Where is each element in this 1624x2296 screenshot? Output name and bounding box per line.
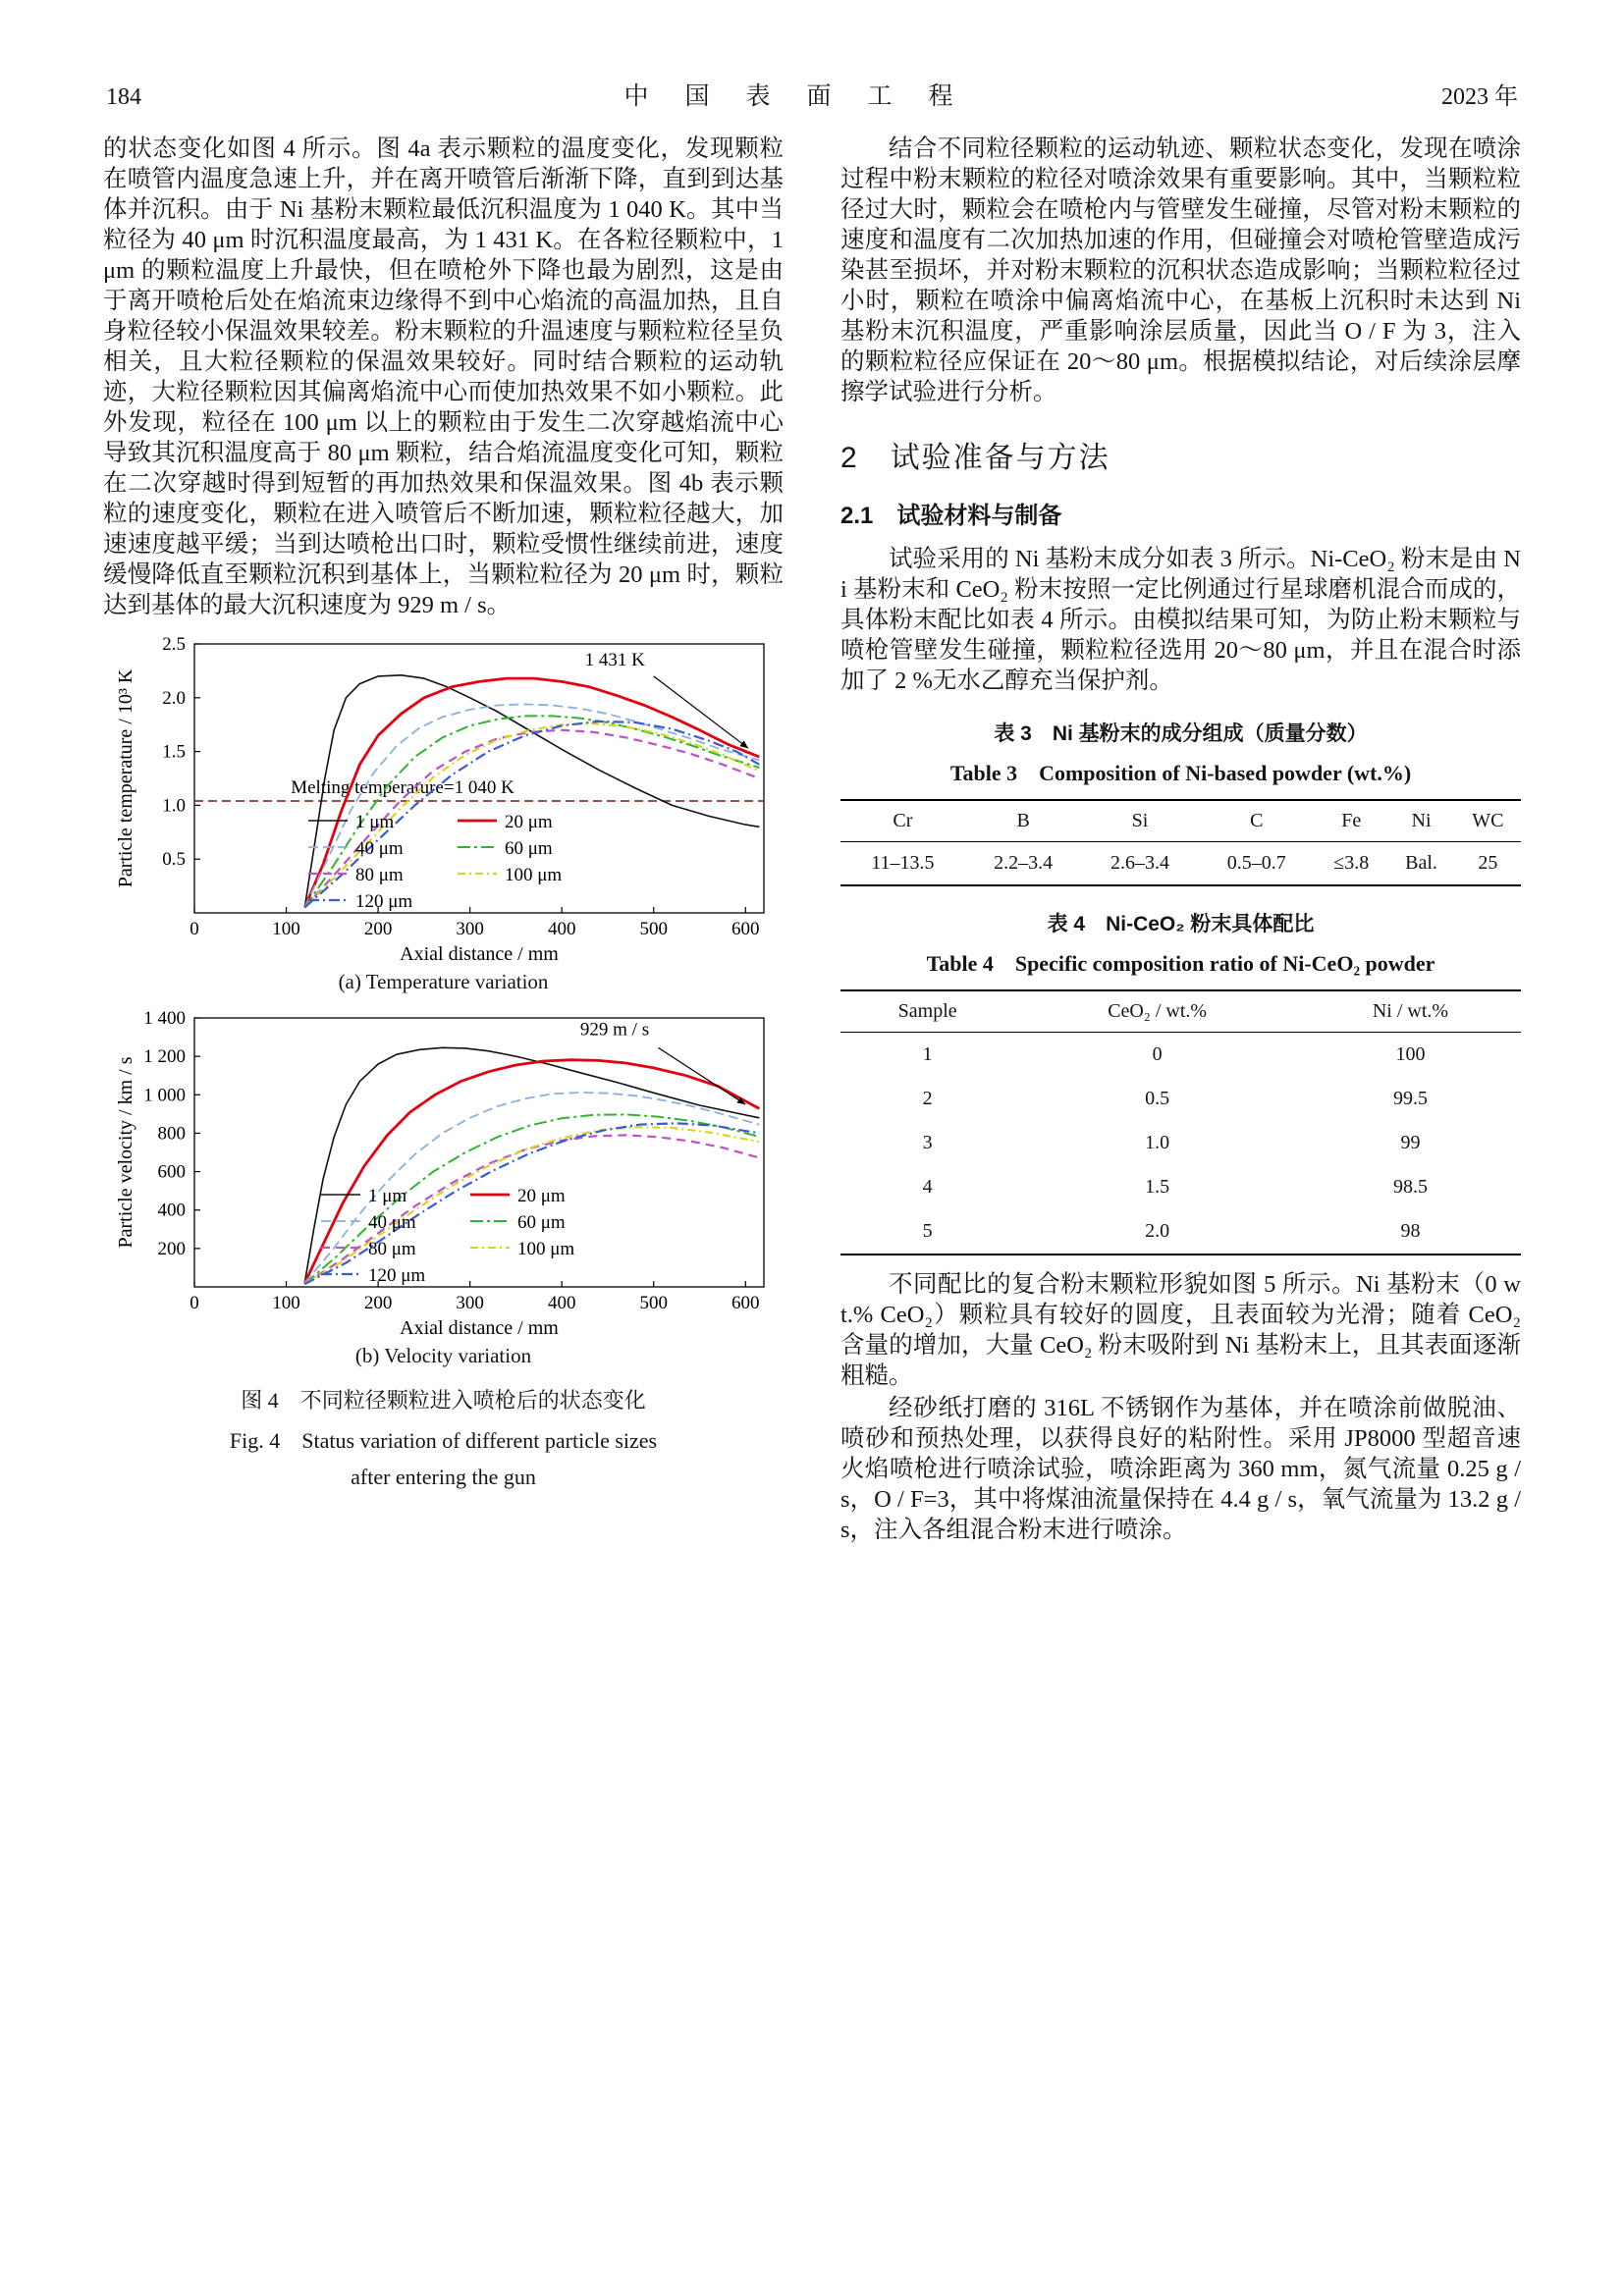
subfigure-b-caption: (b) Velocity variation [354, 1344, 532, 1367]
journal-title: 中 国 表 面 工 程 [623, 83, 959, 110]
legend-label: 40 μm [354, 838, 404, 859]
body-paragraph: 的状态变化如图 4 所示。图 4a 表示颗粒的温度变化，发现颗粒在喷管内温度急速上升，并在离开喷管后渐渐下降，直到到达基体并沉积。由于 Ni 基粉末颗粒最低沉积温度为 1 040 K。其中当粒径为 40 μm 时沉积温度最高，为 1 431 K。在各粒径颗粒中，1 μm 的颗粒温度上升最快，但在喷枪外下降也最为剧烈，这是由于离开喷枪后处在焰流束边缘得不到中心焰流的高温加热，且自身粒径较小保温效果较差。粉末颗粒的升温速度与颗粒粒径呈负相关，且大粒径颗粒的保温效果较好。同时结合颗粒的运动轨迹，大粒径颗粒因其偏离焰流中心而使加热效果不如小颗粒。此外发现，粒径在 100 μm 以上的颗粒由于发生二次穿越焰流中心导致其沉积温度高于 80 μm 颗粒，结合焰流温度变化可知，颗粒在二次穿越时得到短暂的再加热效果和保温效果。图 4b 表示颗粒的速度变化，颗粒在进入喷管后不断加速，颗粒粒径越大，加速速度越平缓；当到达喷枪出口时，颗粒受惯性继续前进，速度缓慢降低直至颗粒沉积到基体上，当颗粒粒径为 20 μm 时，颗粒达到基体的最大沉积速度为 929 m / s。 [103, 135, 784, 618]
y-tick-label: 600 [157, 1161, 186, 1183]
table-cell: 99 [1400, 1132, 1421, 1153]
legend-label: 20 μm [504, 812, 553, 832]
figure-4-caption [103, 1384, 784, 1490]
x-tick-label: 500 [638, 1293, 668, 1313]
section-2-heading: 2 试验准备与方法 [840, 442, 1110, 474]
table-cell: Sample [840, 990, 1014, 1033]
table-cell: 98 [1400, 1220, 1421, 1242]
y-tick-label: 1 000 [142, 1085, 186, 1106]
x-tick-label: 0 [189, 919, 199, 939]
x-tick-label: 300 [455, 919, 484, 939]
annotation-label: 1 431 K [584, 649, 645, 670]
figure-4 [103, 634, 784, 1490]
table-cell: 3 [922, 1132, 933, 1153]
velocity-chart-block [110, 1008, 778, 1368]
annotation-arrow [658, 1047, 745, 1104]
table-cell: 0 [1152, 1043, 1163, 1065]
y-tick-label: 200 [157, 1238, 186, 1259]
legend-label: 100 μm [516, 1239, 574, 1259]
body-paragraph: 经砂纸打磨的 316L 不锈钢作为基体，并在喷涂前做脱油、喷砂和预热处理，以获得良好的粘附性。采用 JP8000 型超音速火焰喷枪进行喷涂试验，喷涂距离为 360 mm，氮气流量 0.25 g / s，O / F=3，其中将煤油流量保持在 4.4 g / s，氧气流量为 13.2 g / s，注入各组混合粉末进行喷涂。 [840, 1395, 1521, 1543]
table-cell: Ni [1387, 800, 1454, 842]
table-cell: Ni / wt.% [1300, 990, 1521, 1033]
table-4-caption-cn: 表 4 Ni-CeO₂ 粉末具体配比 [1047, 913, 1315, 935]
figure-caption-cn: 图 4 不同粒径颗粒进入喷枪后的状态变化 [241, 1388, 646, 1413]
velocity-chart [110, 1008, 778, 1342]
x-tick-label: 600 [731, 1293, 760, 1313]
melting-temperature-label: Melting temperature=1 040 K [290, 777, 514, 799]
legend-label: 60 μm [504, 838, 553, 859]
y-axis-label: Particle velocity / km / s [114, 1056, 136, 1249]
table-cell: C [1198, 800, 1315, 842]
x-tick-label: 300 [455, 1293, 484, 1313]
y-tick-label: 1.5 [161, 741, 186, 763]
annotation-label: 929 m / s [579, 1019, 649, 1041]
x-tick-label: 500 [638, 919, 668, 939]
table-row [840, 1165, 1521, 1209]
two-column-body [103, 133, 1521, 1547]
table-cell: ≤3.8 [1333, 852, 1370, 874]
body-paragraph: 不同配比的复合粉末颗粒形貌如图 5 所示。Ni 基粉末（0 wt.% CeO₂）颗粒具有较好的圆度，且表面较为光滑；随着 CeO₂ 含量的增加，大量 CeO₂ 粉末吸附到 Ni 基粉末上，且其表面逐渐粗糙。 [840, 1271, 1521, 1389]
table-cell: Fe [1315, 800, 1387, 842]
plot-frame [194, 1018, 764, 1287]
legend-label: 80 μm [367, 1239, 416, 1259]
y-tick-label: 1.0 [161, 795, 186, 817]
table-cell: 99.5 [1392, 1088, 1428, 1109]
series-line [304, 1135, 759, 1284]
table-cell: 1.0 [1145, 1132, 1170, 1153]
table-4 [840, 989, 1521, 1255]
legend-label: 1 μm [354, 812, 394, 832]
table-cell: 98.5 [1392, 1176, 1428, 1198]
x-tick-label: 400 [547, 919, 575, 939]
table-row [840, 1209, 1521, 1255]
figure-caption-en-line2: after entering the gun [351, 1465, 536, 1489]
page-header [106, 77, 1518, 112]
table-3-caption-en: Table 3 Composition of Ni-based powder (wt.%) [949, 761, 1412, 785]
table-cell: Cr [840, 800, 965, 842]
table-cell: 2.2–3.4 [994, 852, 1054, 874]
table-row [840, 842, 1521, 886]
x-tick-label: 400 [547, 1293, 575, 1313]
table-row [840, 1077, 1521, 1121]
x-axis-label: Axial distance / mm [399, 943, 559, 965]
table-cell: 11–13.5 [871, 852, 935, 874]
table-header-row [840, 800, 1521, 842]
table-cell: Si [1082, 800, 1199, 842]
x-tick-label: 200 [363, 919, 392, 939]
figure-caption-en-line1: Fig. 4 Status variation of different particle sizes [229, 1428, 658, 1453]
x-tick-label: 0 [189, 1293, 199, 1313]
y-tick-label: 1 400 [142, 1008, 186, 1029]
table-cell: 5 [922, 1220, 933, 1242]
temperature-chart [110, 634, 778, 968]
table-cell: 25 [1478, 852, 1498, 874]
left-column [103, 133, 784, 1547]
x-tick-label: 200 [363, 1293, 392, 1313]
table-3-caption-cn: 表 3 Ni 基粉末的成分组成（质量分数） [994, 722, 1368, 745]
table-header-row [840, 990, 1521, 1033]
table-cell: CeO₂ / wt.% [1014, 990, 1300, 1033]
y-tick-label: 800 [157, 1123, 186, 1145]
legend-label: 100 μm [504, 865, 562, 885]
table-cell: 1 [922, 1043, 933, 1065]
y-tick-label: 2.5 [161, 634, 186, 655]
x-tick-label: 100 [271, 919, 300, 939]
table-cell: 0.5 [1145, 1088, 1170, 1109]
table-cell: 2.6–3.4 [1110, 852, 1169, 874]
y-tick-label: 400 [157, 1200, 186, 1221]
table-cell: 100 [1395, 1043, 1426, 1065]
subfigure-a-caption: (a) Temperature variation [338, 970, 549, 993]
legend-label: 80 μm [354, 865, 404, 885]
legend-label: 40 μm [367, 1212, 416, 1233]
y-axis-label: Particle temperature / 10³ K [114, 668, 136, 888]
table-4-caption-en: Table 4 Specific composition ratio of Ni-CeO₂ powder [926, 951, 1435, 976]
table-cell: WC [1455, 800, 1521, 842]
right-column [840, 133, 1521, 1547]
body-paragraph: 试验采用的 Ni 基粉末成分如表 3 所示。Ni-CeO₂ 粉末是由 Ni 基粉末和 CeO₂ 粉末按照一定比例通过行星球磨机混合而成的，具体粉末配比如表 4 所示。由模拟结果可知，为防止粉末颗粒与喷枪管壁发生碰撞，颗粒粒径选用 20～80 μm，并且在混合时添加了 2 %无水乙醇充当保护剂。 [840, 546, 1521, 694]
table-row [840, 1121, 1521, 1165]
table-cell: 1.5 [1145, 1176, 1170, 1198]
table-cell: 4 [922, 1176, 933, 1198]
body-paragraph: 结合不同粒径颗粒的运动轨迹、颗粒状态变化，发现在喷涂过程中粉末颗粒的粒径对喷涂效果有重要影响。其中，当颗粒粒径过大时，颗粒会在喷枪内与管壁发生碰撞，尽管对粉末颗粒的速度和温度有二次加热加速的作用，但碰撞会对喷枪管壁造成污染甚至损坏，并对粉末颗粒的沉积状态造成影响；当颗粒粒径过小时，颗粒在喷涂中偏离焰流中心，在基板上沉积时未达到 Ni 基粉末沉积温度，严重影响涂层质量，因此当 O / F 为 3，注入的颗粒粒径应保证在 20～80 μm。根据模拟结论，对后续涂层摩擦学试验进行分析。 [840, 135, 1521, 405]
page-number: 184 [106, 84, 141, 110]
x-tick-label: 100 [271, 1293, 300, 1313]
x-tick-label: 600 [731, 919, 760, 939]
table-cell: 0.5–0.7 [1226, 852, 1286, 874]
table-cell: 2 [922, 1088, 933, 1109]
table-cell: B [965, 800, 1082, 842]
table-cell: Bal. [1405, 852, 1437, 874]
table-row [840, 1033, 1521, 1078]
table-3 [840, 799, 1521, 886]
legend-label: 20 μm [516, 1186, 566, 1206]
legend-label: 1 μm [367, 1186, 406, 1206]
table-cell: 2.0 [1145, 1220, 1170, 1242]
legend-label: 120 μm [354, 891, 412, 912]
temperature-chart-block [110, 634, 778, 994]
y-tick-label: 1 200 [142, 1046, 186, 1068]
section-2-1-heading: 2.1 试验材料与制备 [840, 503, 1062, 529]
x-axis-label: Axial distance / mm [399, 1317, 559, 1339]
year-label: 2023 年 [1440, 84, 1518, 110]
legend-label: 120 μm [367, 1265, 425, 1286]
y-tick-label: 2.0 [161, 687, 186, 709]
annotation-arrowhead [739, 740, 748, 748]
y-tick-label: 0.5 [161, 849, 186, 871]
legend-label: 60 μm [516, 1212, 566, 1233]
